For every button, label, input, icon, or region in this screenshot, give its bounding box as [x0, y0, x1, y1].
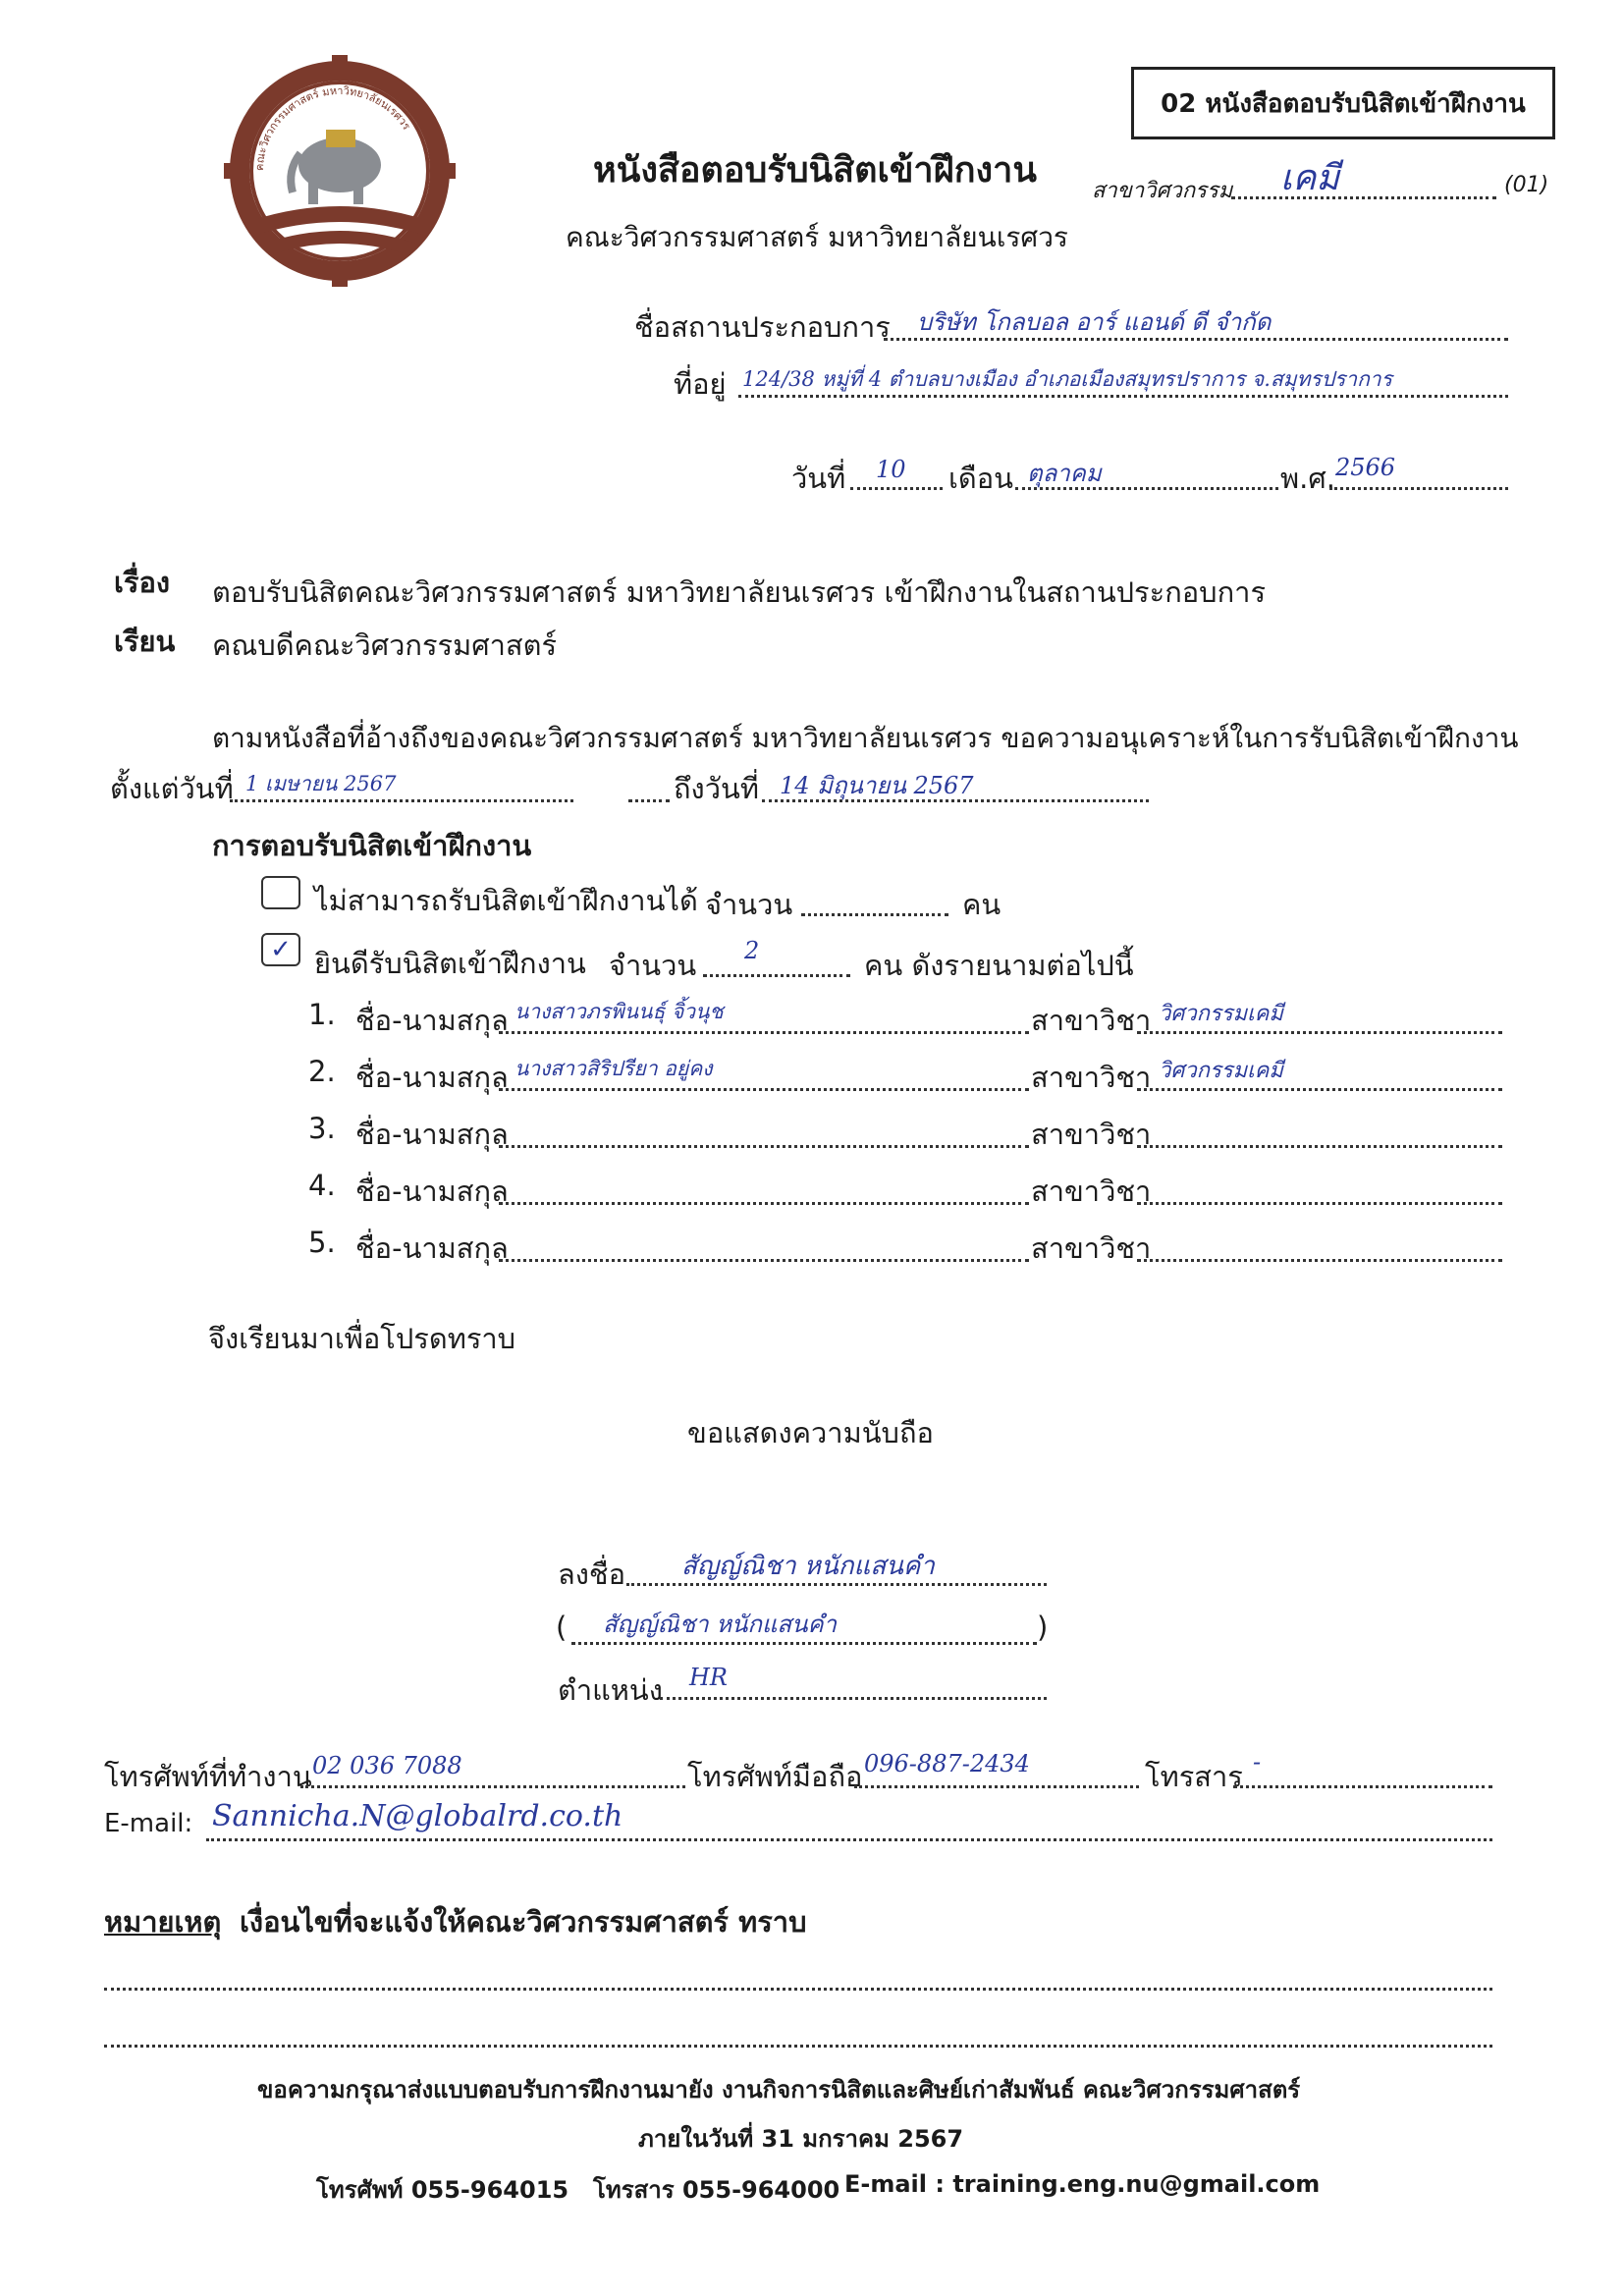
to-label: เรียน	[114, 625, 176, 658]
student-5-dept-label: สาขาวิชา	[1031, 1231, 1152, 1265]
student-3-no: 3.	[308, 1112, 336, 1145]
sign-label: ลงชื่อ	[558, 1558, 626, 1591]
major-value: เคมี	[1280, 158, 1340, 198]
accept-amount-label: จำนวน	[609, 949, 697, 982]
closing-text: จึงเรียนมาเพื่อโปรดทราบ	[208, 1322, 516, 1355]
subject-text: ตอบรับนิสิตคณะวิศวกรรมศาสตร์ มหาวิทยาลัยนเรศวร เข้าฝึกงานในสถานประกอบการ	[212, 575, 1267, 609]
year-value: 2566	[1335, 454, 1396, 481]
mobile-label: โทรศัพท์มือถือ	[687, 1760, 863, 1793]
student-2-dept-label: สาขาวิชา	[1031, 1061, 1152, 1094]
address-label: ที่อยู่	[674, 367, 727, 401]
faculty-logo	[224, 55, 456, 287]
footer-line-1: ขอความกรุณาส่งแบบตอบรับการฝึกงานมายัง งานกิจการนิสิตและศิษย์เก่าสัมพันธ์ คณะวิศวกรรมศาสตร์	[257, 2076, 1301, 2104]
year-label: พ.ศ.	[1280, 462, 1335, 495]
from-label: ตั้งแต่วันที่	[110, 772, 234, 805]
printed-name: สัญญ์ณิชา หนักแสนคำ	[603, 1611, 838, 1638]
to-text: คณบดีคณะวิศวกรรมศาสตร์	[212, 629, 558, 662]
note-text: เงื่อนไขที่จะแจ้งให้คณะวิศวกรรมศาสตร์ ทราบ	[240, 1905, 807, 1939]
accept-count: 2	[744, 937, 760, 964]
company-label: ชื่อสถานประกอบการ	[634, 310, 891, 344]
paren-close: )	[1037, 1611, 1049, 1644]
office-phone-label: โทรศัพท์ที่ทำงาน	[104, 1760, 312, 1793]
footer-fax: โทรสาร 055-964000	[593, 2176, 840, 2204]
address-value: 124/38 หมู่ที่ 4 ตำบลบางเมือง อำเภอเมืองสมุทรปราการ จ.สมุทรปราการ	[742, 367, 1392, 391]
student-1-name-label: ชื่อ-นามสกุล	[355, 1004, 509, 1037]
student-4-no: 4.	[308, 1169, 336, 1202]
accept-option-label: ยินดีรับนิสิตเข้าฝึกงาน	[314, 947, 586, 980]
student-3-dept-label: สาขาวิชา	[1031, 1118, 1152, 1151]
major-code: (01)	[1504, 173, 1549, 197]
reject-amount-label: จำนวน	[705, 888, 793, 921]
regards-text: ขอแสดงความนับถือ	[687, 1416, 934, 1449]
month-value: ตุลาคม	[1027, 460, 1102, 487]
reject-unit: คน	[962, 888, 1001, 921]
to-date-value: 14 มิถุนายน 2567	[780, 772, 974, 799]
student-1-dept: วิศวกรรมเคมี	[1159, 1002, 1283, 1026]
body-text: ตามหนังสือที่อ้างถึงของคณะวิศวกรรมศาสตร์ มหาวิทยาลัยนเรศวร ขอความอนุเคราะห์ในการรับนิสิตเข้าฝึกงาน	[212, 722, 1519, 754]
section-title: การตอบรับนิสิตเข้าฝึกงาน	[212, 829, 532, 862]
accept-suffix: คน ดังรายนามต่อไปนี้	[864, 949, 1134, 982]
student-1-no: 1.	[308, 998, 336, 1031]
subject-label: เรื่อง	[114, 566, 171, 599]
student-1-dept-label: สาขาวิชา	[1031, 1004, 1152, 1037]
reject-option-label: ไม่สามารถรับนิสิตเข้าฝึกงานได้	[314, 884, 698, 917]
fax-value: -	[1253, 1748, 1262, 1776]
from-value: 1 เมษายน 2567	[245, 772, 397, 795]
signature-value: สัญญ์ณิชา หนักแสนคำ	[681, 1552, 935, 1581]
document-code-box: 02 หนังสือตอบรับนิสิตเข้าฝึกงาน	[1131, 67, 1555, 139]
logo-text: คณะวิศวกรรมศาสตร์ มหาวิทยาลัยนเรศวร	[252, 83, 413, 172]
footer-phone: โทรศัพท์ 055-964015	[316, 2176, 569, 2204]
student-5-no: 5.	[308, 1226, 336, 1259]
student-4-dept-label: สาขาวิชา	[1031, 1175, 1152, 1208]
note-label: หมายเหตุ	[104, 1905, 222, 1939]
major-label: สาขาวิศวกรรม	[1092, 179, 1233, 203]
fax-label: โทรสาร	[1145, 1760, 1243, 1793]
footer-line-2: ภายในวันที่ 31 มกราคม 2567	[638, 2125, 964, 2153]
student-2-no: 2.	[308, 1055, 336, 1088]
email-label: E-mail:	[104, 1809, 193, 1838]
student-2-name-label: ชื่อ-นามสกุล	[355, 1061, 509, 1094]
to-date-label: ถึงวันที่	[674, 772, 759, 805]
position-value: HR	[689, 1664, 728, 1691]
page-title: หนังสือตอบรับนิสิตเข้าฝึกงาน	[593, 150, 1037, 191]
student-3-name-label: ชื่อ-นามสกุล	[355, 1118, 509, 1151]
email-value: Sannicha.N@globalrd.co.th	[212, 1799, 623, 1833]
student-1-name: นางสาวภรพินนธุ์ จิ้วนุช	[514, 1000, 724, 1023]
date-label: วันที่	[791, 462, 846, 495]
page-subtitle: คณะวิศวกรรมศาสตร์ มหาวิทยาลัยนเรศวร	[566, 221, 1068, 253]
month-label: เดือน	[948, 462, 1013, 495]
student-2-dept: วิศวกรรมเคมี	[1159, 1059, 1283, 1083]
mobile-value: 096-887-2434	[864, 1750, 1030, 1777]
student-4-name-label: ชื่อ-นามสกุล	[355, 1175, 509, 1208]
accept-checkbox[interactable]: ✓	[261, 933, 300, 966]
footer-email: E-mail : training.eng.nu@gmail.com	[844, 2170, 1321, 2198]
student-5-name-label: ชื่อ-นามสกุล	[355, 1231, 509, 1265]
student-2-name: นางสาวสิริปรียา อยู่คง	[514, 1057, 713, 1080]
paren-open: (	[556, 1611, 568, 1644]
company-value: บริษัท โกลบอล อาร์ แอนด์ ดี จำกัด	[917, 308, 1272, 336]
office-phone-value: 02 036 7088	[312, 1752, 462, 1779]
date-value: 10	[876, 456, 906, 483]
reject-checkbox[interactable]	[261, 876, 300, 909]
position-label: ตำแหน่ง	[558, 1673, 663, 1707]
